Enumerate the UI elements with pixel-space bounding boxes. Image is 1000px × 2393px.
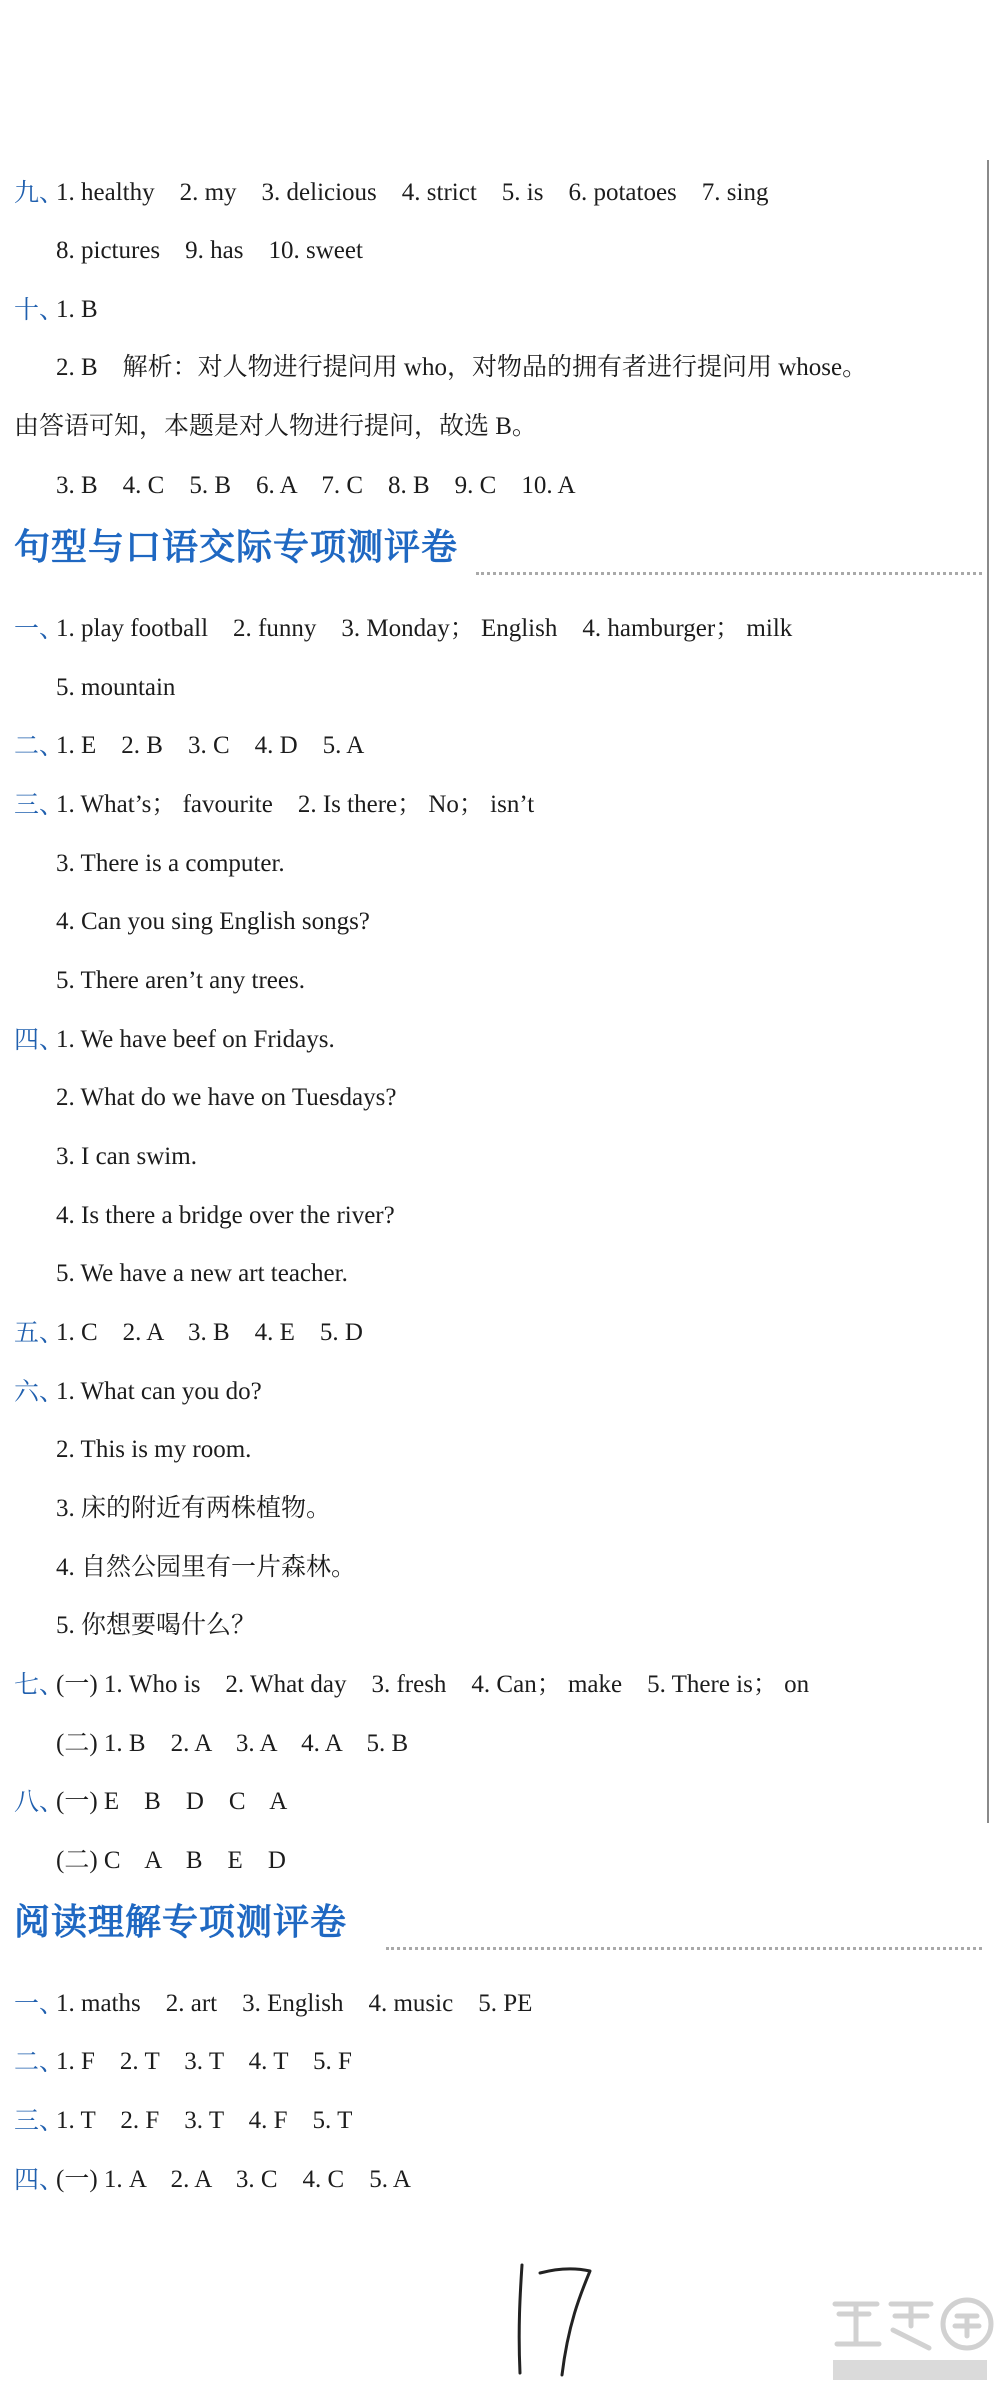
answer-text: 4. Can you sing English songs?	[56, 908, 370, 935]
handwritten-page-number	[500, 2255, 600, 2380]
answer-text: 5. There aren’t any trees.	[56, 967, 305, 994]
answer-text: 1. F 2. T 3. T 4. T 5. F	[56, 2048, 352, 2075]
heading-dotted-rule	[386, 1947, 982, 1950]
question-number: 九、	[14, 178, 65, 207]
heading-dotted-rule	[476, 572, 982, 575]
answer-text: 2. What do we have on Tuesdays?	[56, 1084, 397, 1111]
answer-text: 1. What’s； favourite 2. Is there； No； isn’t	[56, 791, 535, 818]
answer-text: 8. pictures 9. has 10. sweet	[56, 237, 363, 264]
answer-text: (一) 1. A 2. A 3. C 4. C 5. A	[56, 2166, 411, 2193]
question-number: 四、	[14, 1025, 65, 1054]
answer-text: 4. Is there a bridge over the river?	[56, 1202, 395, 1229]
right-margin-rule	[987, 160, 989, 2140]
answer-text: 1. B	[56, 296, 98, 323]
answer-text: 1. We have beef on Fridays.	[56, 1026, 335, 1053]
question-number: 一、	[14, 1989, 65, 2018]
answer-text: 2. B 解析：对人物进行提问用 who，对物品的拥有者进行提问用 whose。	[56, 354, 868, 381]
answer-text: 3. 床的附近有两株植物。	[56, 1495, 332, 1522]
question-number: 五、	[14, 1318, 65, 1347]
answer-text: 1. What can you do?	[56, 1378, 262, 1405]
answer-text: 3. B 4. C 5. B 6. A 7. C 8. B 9. C 10. A	[56, 472, 576, 499]
answer-text: (一) E B D C A	[56, 1788, 288, 1815]
question-number: 七、	[14, 1670, 65, 1699]
answer-text: 1. maths 2. art 3. English 4. music 5. PE	[56, 1990, 533, 2017]
question-number: 十、	[14, 295, 65, 324]
answer-text: 1. E 2. B 3. C 4. D 5. A	[56, 732, 365, 759]
question-number: 六、	[14, 1377, 65, 1406]
answer-text: 3. There is a computer.	[56, 850, 285, 877]
question-number: 一、	[14, 614, 65, 643]
question-number: 三、	[14, 2106, 65, 2135]
question-number: 四、	[14, 2165, 65, 2194]
section-heading: 阅读理解专项测评卷	[14, 1902, 348, 1943]
answer-text: 1. C 2. A 3. B 4. E 5. D	[56, 1319, 363, 1346]
question-number: 二、	[14, 2047, 65, 2076]
answer-text: 1. play football 2. funny 3. Monday； English 4. hamburger； milk	[56, 615, 793, 642]
answer-text: (二) C A B E D	[56, 1847, 286, 1874]
question-number: 八、	[14, 1787, 65, 1816]
answer-text: 5. We have a new art teacher.	[56, 1260, 348, 1287]
answer-text: 5. 你想要喝什么？	[56, 1612, 257, 1639]
watermark-logo	[825, 2292, 995, 2387]
answer-text: (一) 1. Who is 2. What day 3. fresh 4. Can； make 5. There is； on	[56, 1671, 810, 1698]
answer-text: (二) 1. B 2. A 3. A 4. A 5. B	[56, 1730, 409, 1757]
question-number: 三、	[14, 790, 65, 819]
answer-text: 5. mountain	[56, 674, 176, 701]
section-heading: 句型与口语交际专项测评卷	[14, 527, 459, 568]
answer-text: 由答语可知，本题是对人物进行提问，故选 B。	[14, 413, 537, 440]
answer-text: 2. This is my room.	[56, 1436, 252, 1463]
answer-text: 1. T 2. F 3. T 4. F 5. T	[56, 2107, 353, 2134]
answer-text: 4. 自然公园里有一片森林。	[56, 1554, 357, 1581]
question-number: 二、	[14, 731, 65, 760]
answer-text: 3. I can swim.	[56, 1143, 197, 1170]
answer-text: 1. healthy 2. my 3. delicious 4. strict 5. is 6. potatoes 7. sing	[56, 179, 769, 206]
